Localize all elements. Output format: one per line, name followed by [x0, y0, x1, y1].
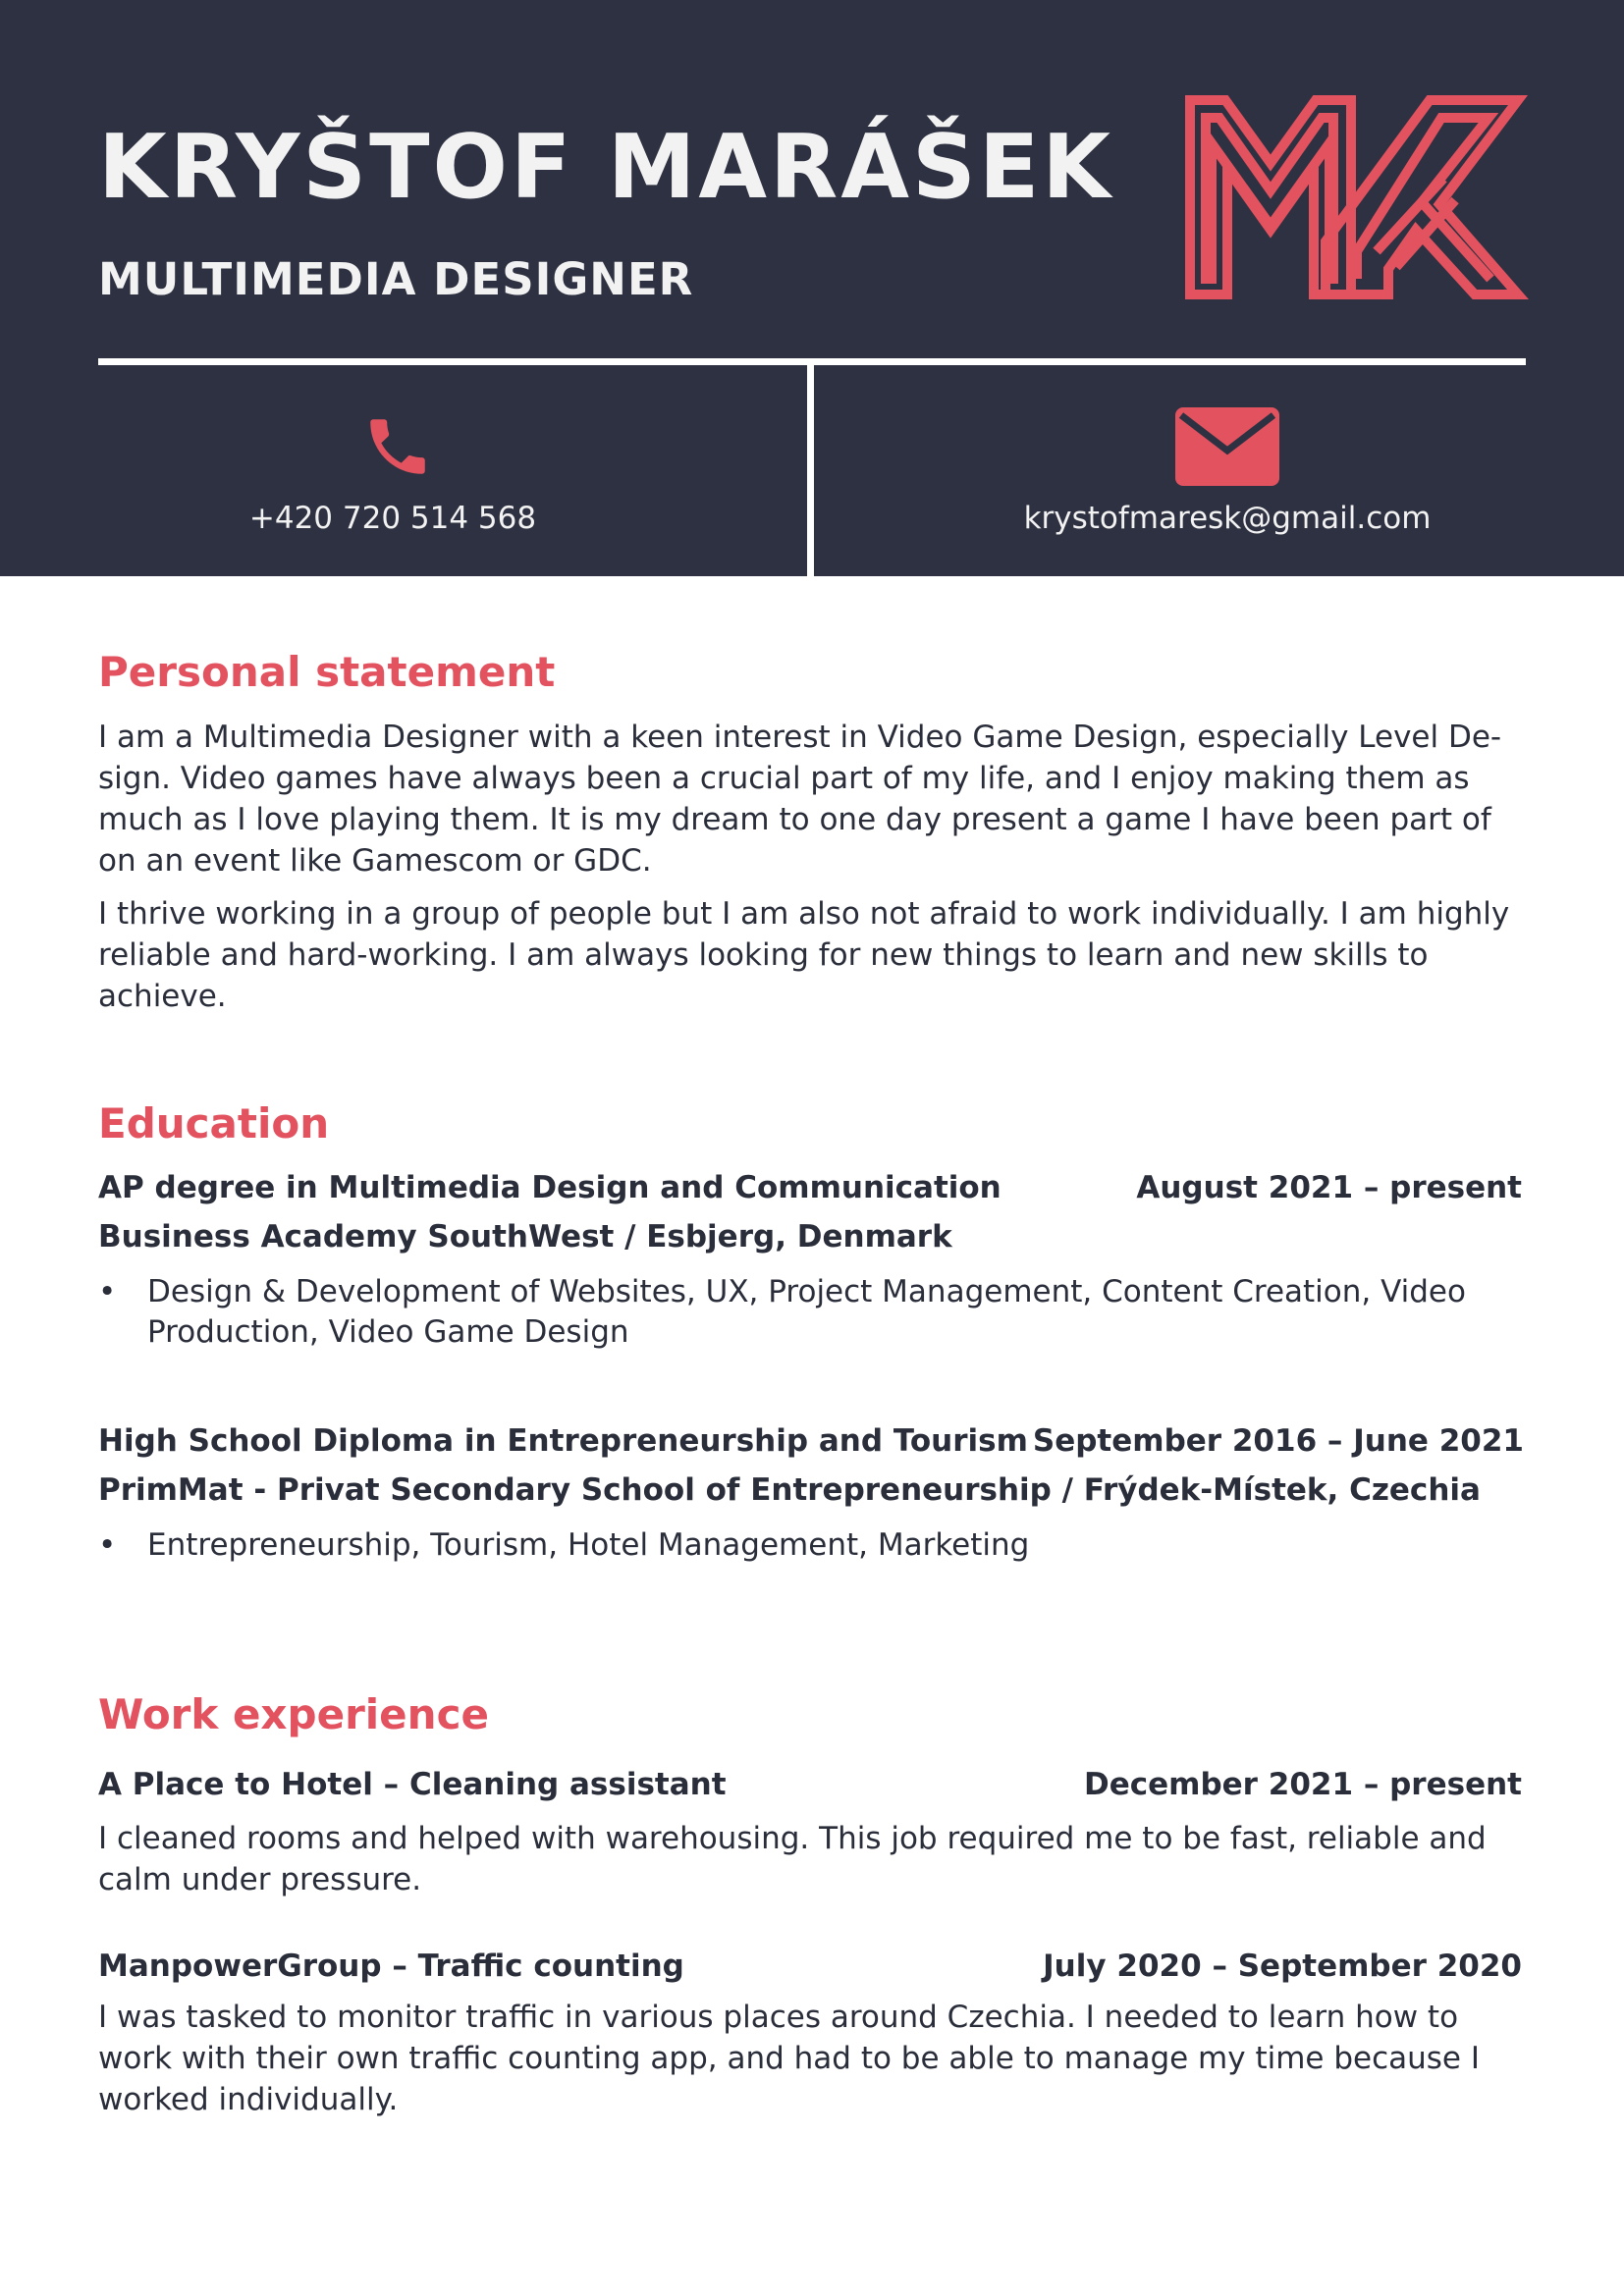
work-experience-title: Work experience	[98, 1690, 489, 1738]
phone-number[interactable]: +420 720 514 568	[248, 501, 537, 536]
work-date: December 2021 – present	[1084, 1767, 1522, 1802]
header-band	[0, 0, 1624, 576]
education-degree: High School Diploma in Entrepreneurship and Tourism	[98, 1423, 1028, 1459]
education-bullet-text: Entrepreneurship, Tourism, Hotel Management, Marketing	[147, 1527, 1030, 1563]
envelope-icon	[1175, 407, 1279, 486]
bullet-marker: •	[98, 1274, 117, 1309]
work-job-title: ManpowerGroup – Traffic counting	[98, 1949, 684, 1984]
personal-statement-title: Personal statement	[98, 648, 556, 696]
education-date: September 2016 – June 2021	[1032, 1423, 1524, 1459]
header-divider	[98, 358, 1526, 365]
bullet-marker: •	[98, 1527, 117, 1563]
personal-paragraph-1: I am a Multimedia Designer with a keen interest in Video Game Design, especially Level De-sign. Video games have always been a crucial part of my life, and I enjoy making them as much as I love playing them. It is my dream to one day present a game I have been part of on an event like Gamescom or GDC.	[98, 720, 1502, 879]
education-school: PrimMat - Privat Secondary School of Entrepreneurship / Frýdek-Místek, Czechia	[98, 1472, 1481, 1508]
education-bullet	[98, 1525, 1473, 1566]
education-title: Education	[98, 1099, 330, 1148]
education-bullet-text: Design & Development of Websites, UX, Project Management, Content Creation, Video Production, Video Game Design	[147, 1274, 1466, 1350]
education-school: Business Academy SouthWest / Esbjerg, Denmark	[98, 1219, 952, 1255]
email-address[interactable]: krystofmaresk@gmail.com	[1023, 501, 1432, 536]
work-job-title: A Place to Hotel – Cleaning assistant	[98, 1767, 727, 1802]
work-description: I was tasked to monitor traffic in various places around Czechia. I needed to learn how to work with their own traffic counting app, and had to be able to manage my time because I worked individually.	[98, 2000, 1480, 2117]
contact-divider	[807, 365, 814, 576]
work-description: I cleaned rooms and helped with warehousing. This job required me to be fast, reliable and calm under pressure.	[98, 1821, 1487, 1897]
phone-icon	[361, 410, 434, 483]
mk-monogram-logo	[1184, 94, 1530, 300]
candidate-role: MULTIMEDIA DESIGNER	[98, 253, 694, 305]
education-bullet	[98, 1272, 1473, 1353]
work-date: July 2020 – September 2020	[1043, 1949, 1522, 1984]
education-date: August 2021 – present	[1136, 1170, 1522, 1205]
education-degree: AP degree in Multimedia Design and Communication	[98, 1170, 1001, 1205]
personal-paragraph-2: I thrive working in a group of people but I am also not afraid to work individually. I am highly reliable and hard-working. I am always looking for new things to learn and new skills to achieve.	[98, 896, 1510, 1014]
candidate-name: KRYŠTOF MARÁŠEK	[98, 116, 1114, 219]
